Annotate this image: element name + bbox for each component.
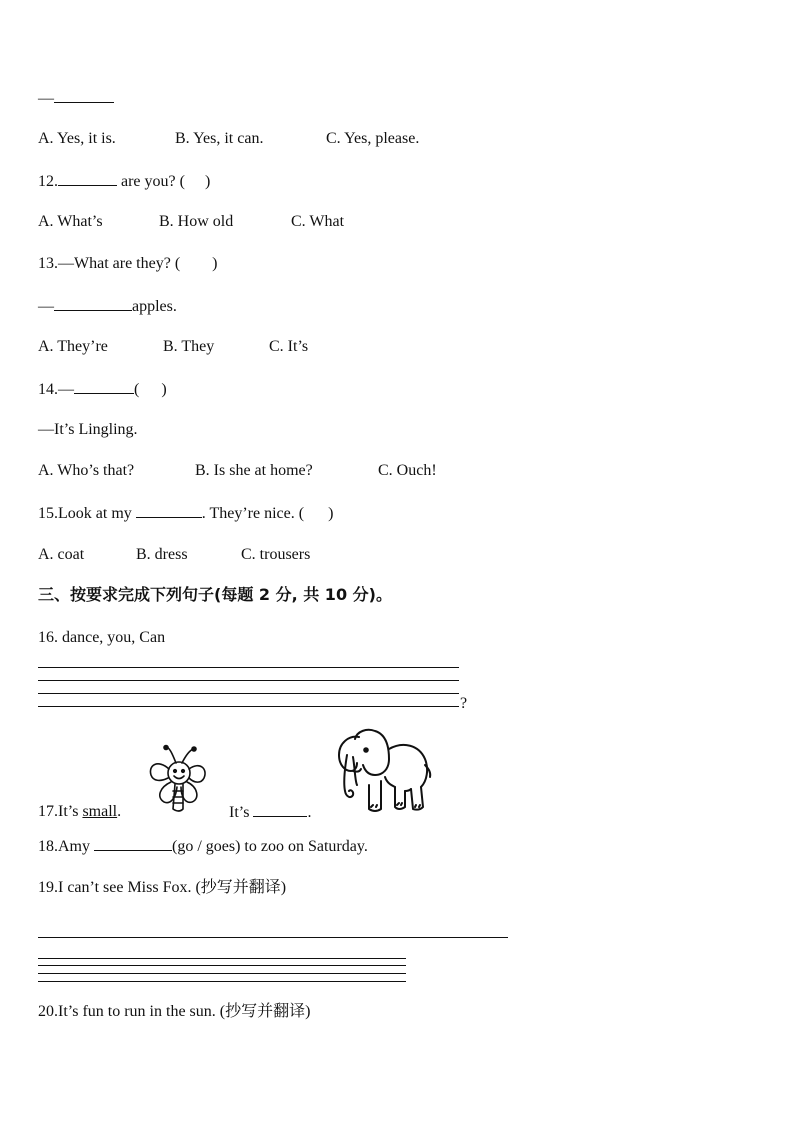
q18-blank[interactable] xyxy=(94,836,172,851)
q16-question-mark: ? xyxy=(460,695,468,712)
q19-prompt: 19.I can’t see Miss Fox. (抄写并翻译) xyxy=(38,879,287,896)
q13-answer-tail: apples. xyxy=(132,298,177,315)
q20-prompt: 20.It’s fun to run in the sun. (抄写并翻译) xyxy=(38,1003,311,1020)
q12-question xyxy=(38,171,210,192)
q15-blank[interactable] xyxy=(136,503,202,518)
q18-lead: 18.Amy xyxy=(38,838,94,855)
q19-writing-line-5[interactable] xyxy=(38,981,406,982)
q12-text: are you? ( xyxy=(117,173,185,190)
q14-option-b[interactable]: B. Is she at home? xyxy=(195,462,313,479)
q15-lead: 15.Look at my xyxy=(38,505,136,522)
q13-option-c[interactable]: C. It’s xyxy=(269,338,309,355)
q12-option-b[interactable]: B. How old xyxy=(159,213,234,230)
elephant-picture xyxy=(333,725,433,817)
q11-dash: — xyxy=(38,90,54,107)
q12-number: 12. xyxy=(38,173,58,190)
q17-blank[interactable] xyxy=(253,802,307,817)
q15-option-a[interactable]: A. coat xyxy=(38,546,85,563)
q16-writing-line-2[interactable] xyxy=(38,680,459,681)
q14-question xyxy=(38,379,167,400)
q14-option-c[interactable]: C. Ouch! xyxy=(378,462,437,479)
q13-options xyxy=(38,337,308,357)
q13-option-b[interactable]: B. They xyxy=(163,338,215,355)
q14-close: ) xyxy=(161,381,167,398)
q14-answer: —It’s Lingling. xyxy=(38,421,138,438)
q12-close: ) xyxy=(204,173,211,190)
q15-option-b[interactable]: B. dress xyxy=(136,546,188,563)
q19-writing-line-4[interactable] xyxy=(38,973,406,974)
q18-question xyxy=(38,836,368,857)
q15-options xyxy=(38,545,310,565)
q15-question xyxy=(38,503,333,524)
q16-prompt: 16. dance, you, Can xyxy=(38,629,166,646)
q13-question-text: 13.—What are they? ( xyxy=(38,255,181,272)
q17-lead: 17.It’s xyxy=(38,803,83,820)
q19-writing-line-3[interactable] xyxy=(38,965,406,966)
q11-options xyxy=(38,129,419,149)
q12-option-a[interactable]: A. What’s xyxy=(38,213,103,230)
q17-second-lead: It’s xyxy=(229,804,254,821)
q17-underlined-word: small xyxy=(82,803,118,820)
q15-close: ) xyxy=(328,505,334,522)
q11-option-b[interactable]: B. Yes, it can. xyxy=(175,130,264,147)
q16-writing-line-4[interactable] xyxy=(38,706,459,707)
q17-end: . xyxy=(307,804,312,821)
q17-second-sentence xyxy=(229,802,311,823)
q14-option-a[interactable]: A. Who’s that? xyxy=(38,462,135,479)
q14-open: ( xyxy=(134,381,140,398)
q12-blank[interactable] xyxy=(58,171,117,186)
q12-options xyxy=(38,212,344,232)
q16-writing-line-1[interactable] xyxy=(38,667,459,668)
q14-options xyxy=(38,461,437,481)
q14-number: 14.— xyxy=(38,381,74,398)
q13-blank[interactable] xyxy=(54,296,132,311)
q13-dash: — xyxy=(38,298,54,315)
q13-answer-line xyxy=(38,296,177,317)
q11-option-c[interactable]: C. Yes, please. xyxy=(326,130,420,147)
q15-tail: . They’re nice. ( xyxy=(201,505,305,522)
q17-period: . xyxy=(117,803,122,820)
q13-question xyxy=(38,254,217,274)
q17-first-sentence xyxy=(38,802,121,822)
q13-close: ) xyxy=(212,255,218,272)
section-3-heading: 三、按要求完成下列句子(每题 2 分, 共 10 分)。 xyxy=(38,585,392,604)
q12-option-c[interactable]: C. What xyxy=(291,213,345,230)
q13-option-a[interactable]: A. They’re xyxy=(38,338,108,355)
q16-writing-line-3[interactable] xyxy=(38,693,459,694)
q11-answer-line xyxy=(38,88,114,109)
q14-blank[interactable] xyxy=(74,379,134,394)
q11-blank[interactable] xyxy=(54,88,114,103)
butterfly-picture xyxy=(146,745,208,815)
q15-option-c[interactable]: C. trousers xyxy=(241,546,311,563)
q19-writing-line-1[interactable] xyxy=(38,937,508,938)
q19-writing-line-2[interactable] xyxy=(38,958,406,959)
q18-tail: (go / goes) to zoo on Saturday. xyxy=(172,838,368,855)
q11-option-a[interactable]: A. Yes, it is. xyxy=(38,130,116,147)
